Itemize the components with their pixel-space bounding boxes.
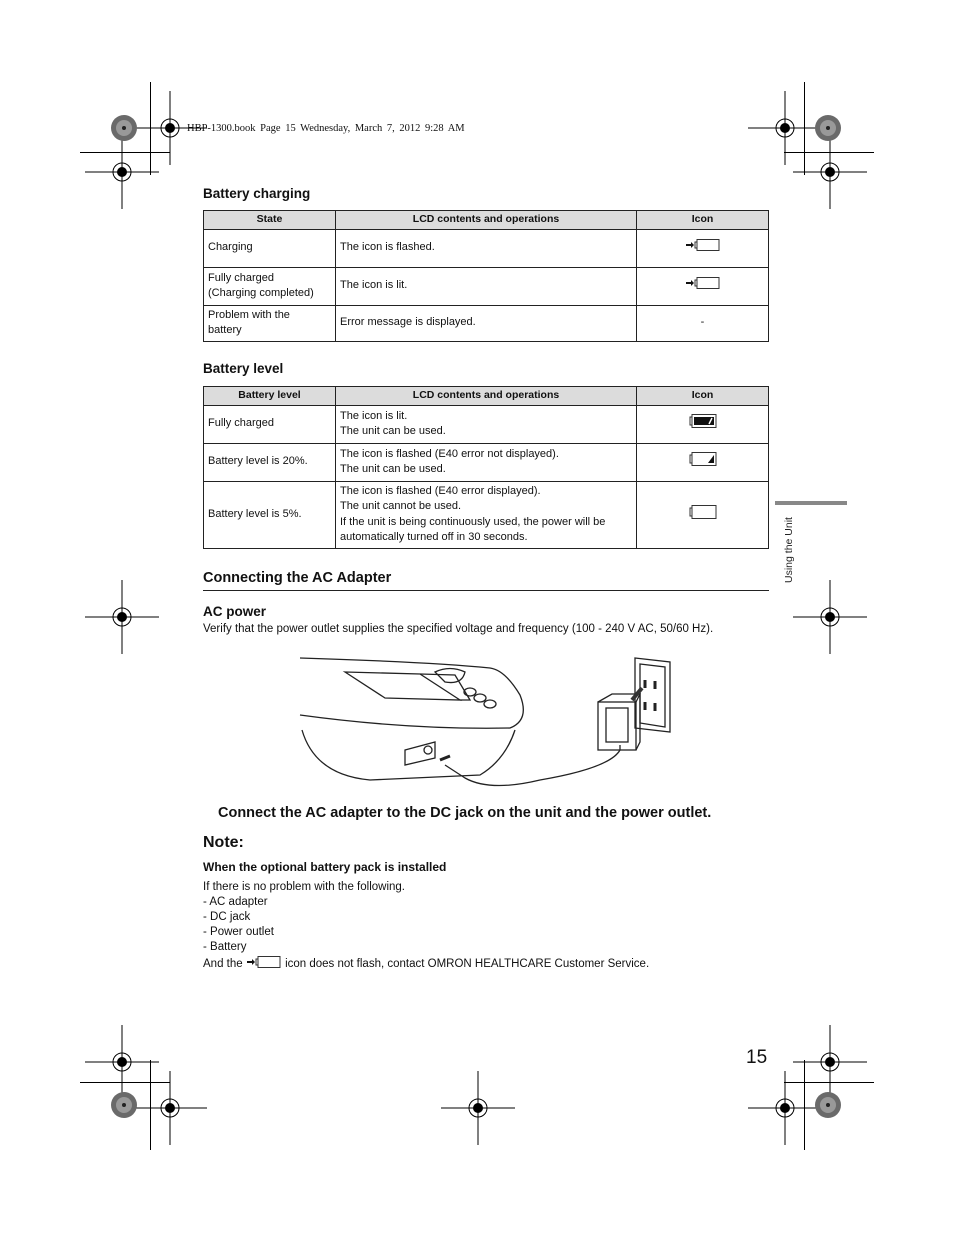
note-item: - AC adapter bbox=[203, 896, 268, 908]
table-row bbox=[204, 443, 769, 481]
table-row bbox=[204, 305, 769, 341]
battery-charging-table bbox=[203, 210, 769, 342]
battery-full-icon bbox=[688, 413, 718, 429]
table-row bbox=[204, 481, 769, 548]
registration-mark-icon bbox=[130, 1068, 210, 1148]
color-target-icon bbox=[109, 1090, 139, 1120]
lcd-line: The unit cannot be used. bbox=[340, 500, 462, 512]
color-target-icon bbox=[813, 1090, 843, 1120]
note-outro-start: And the bbox=[203, 958, 243, 970]
table-row bbox=[204, 267, 769, 305]
note-item: - Power outlet bbox=[203, 926, 274, 938]
charging-battery-icon bbox=[685, 276, 721, 290]
table-header-row bbox=[204, 211, 769, 230]
crop-mark-line bbox=[784, 152, 874, 153]
color-target-icon bbox=[109, 113, 139, 143]
battery-level-title: Battery level bbox=[203, 361, 284, 376]
battery-charging-title: Battery charging bbox=[203, 186, 311, 201]
charging-battery-icon bbox=[685, 238, 721, 252]
instruction-text: Connect the AC adapter to the DC jack on the unit and the power outlet. bbox=[218, 805, 712, 821]
crop-mark-line bbox=[804, 1060, 805, 1150]
crop-mark-line bbox=[150, 1060, 151, 1150]
note-outro-end: icon does not flash, contact OMRON HEALTHCARE Customer Service. bbox=[285, 958, 650, 970]
note-outro bbox=[203, 955, 649, 972]
column-header: LCD contents and operations bbox=[336, 211, 637, 230]
registration-mark-icon bbox=[82, 577, 162, 657]
ac-adapter-illustration bbox=[290, 650, 690, 800]
state-cell: Charging bbox=[204, 229, 336, 267]
side-tab-label: Using the Unit bbox=[783, 517, 795, 583]
state-cell: Problem with the battery bbox=[204, 305, 336, 341]
ac-power-intro: Verify that the power outlet supplies the specified voltage and frequency (100 - 240 V AC, 50/60 Hz). bbox=[203, 623, 714, 635]
lcd-cell bbox=[336, 405, 637, 443]
crop-mark-line bbox=[784, 1082, 874, 1083]
note-title: Note: bbox=[203, 834, 244, 851]
table-header-row bbox=[204, 387, 769, 406]
crop-mark-line bbox=[80, 1082, 170, 1083]
color-target-icon bbox=[813, 113, 843, 143]
column-header: Icon bbox=[637, 211, 769, 230]
crop-mark-line bbox=[80, 152, 170, 153]
note-body bbox=[203, 880, 649, 972]
ac-power-subtitle: AC power bbox=[203, 604, 267, 619]
level-cell: Battery level is 20%. bbox=[204, 443, 336, 481]
note-item: - Battery bbox=[203, 941, 247, 953]
lcd-cell bbox=[336, 481, 637, 548]
page-number: 15 bbox=[746, 1047, 768, 1068]
battery-level-table bbox=[203, 386, 769, 549]
lcd-cell: Error message is displayed. bbox=[336, 305, 637, 341]
lcd-cell bbox=[336, 443, 637, 481]
battery-empty-icon bbox=[688, 504, 718, 520]
lcd-line: The unit can be used. bbox=[340, 463, 446, 475]
crop-mark-line bbox=[804, 82, 805, 175]
registration-mark-icon bbox=[790, 132, 870, 212]
registration-mark-icon bbox=[790, 577, 870, 657]
column-header: State bbox=[204, 211, 336, 230]
lcd-line: The icon is flashed (E40 error not displayed). bbox=[340, 447, 559, 460]
icon-cell bbox=[637, 267, 769, 305]
table-row bbox=[204, 405, 769, 443]
level-cell: Battery level is 5%. bbox=[204, 481, 336, 548]
lcd-line: The unit can be used. bbox=[340, 425, 446, 437]
crop-mark-line bbox=[150, 82, 151, 175]
icon-cell bbox=[637, 405, 769, 443]
icon-cell bbox=[637, 443, 769, 481]
registration-mark-icon bbox=[438, 1068, 518, 1148]
lcd-line: The icon is lit. bbox=[340, 409, 408, 422]
lcd-cell: The icon is lit. bbox=[336, 267, 637, 305]
level-cell: Fully charged bbox=[204, 405, 336, 443]
note-intro: If there is no problem with the following. bbox=[203, 881, 405, 893]
table-row bbox=[204, 229, 769, 267]
section-title: Connecting the AC Adapter bbox=[203, 570, 769, 591]
icon-cell bbox=[637, 229, 769, 267]
icon-cell bbox=[637, 481, 769, 548]
lcd-cell: The icon is flashed. bbox=[336, 229, 637, 267]
icon-cell: - bbox=[637, 305, 769, 341]
column-header: Battery level bbox=[204, 387, 336, 406]
print-header: HBP-1300.book Page 15 Wednesday, March 7, 2012 9:28 AM bbox=[187, 123, 465, 134]
state-cell: Fully charged (Charging completed) bbox=[204, 267, 336, 305]
note-subtitle: When the optional battery pack is installed bbox=[203, 860, 447, 874]
column-header: Icon bbox=[637, 387, 769, 406]
column-header: LCD contents and operations bbox=[336, 387, 637, 406]
charging-battery-icon bbox=[246, 955, 282, 969]
lcd-line: If the unit is being continuously used, the power will be automatically turned off in 30 seconds. bbox=[340, 515, 606, 543]
battery-low-icon bbox=[688, 451, 718, 467]
note-item: - DC jack bbox=[203, 911, 251, 923]
lcd-line: The icon is flashed (E40 error displayed). bbox=[340, 484, 541, 497]
